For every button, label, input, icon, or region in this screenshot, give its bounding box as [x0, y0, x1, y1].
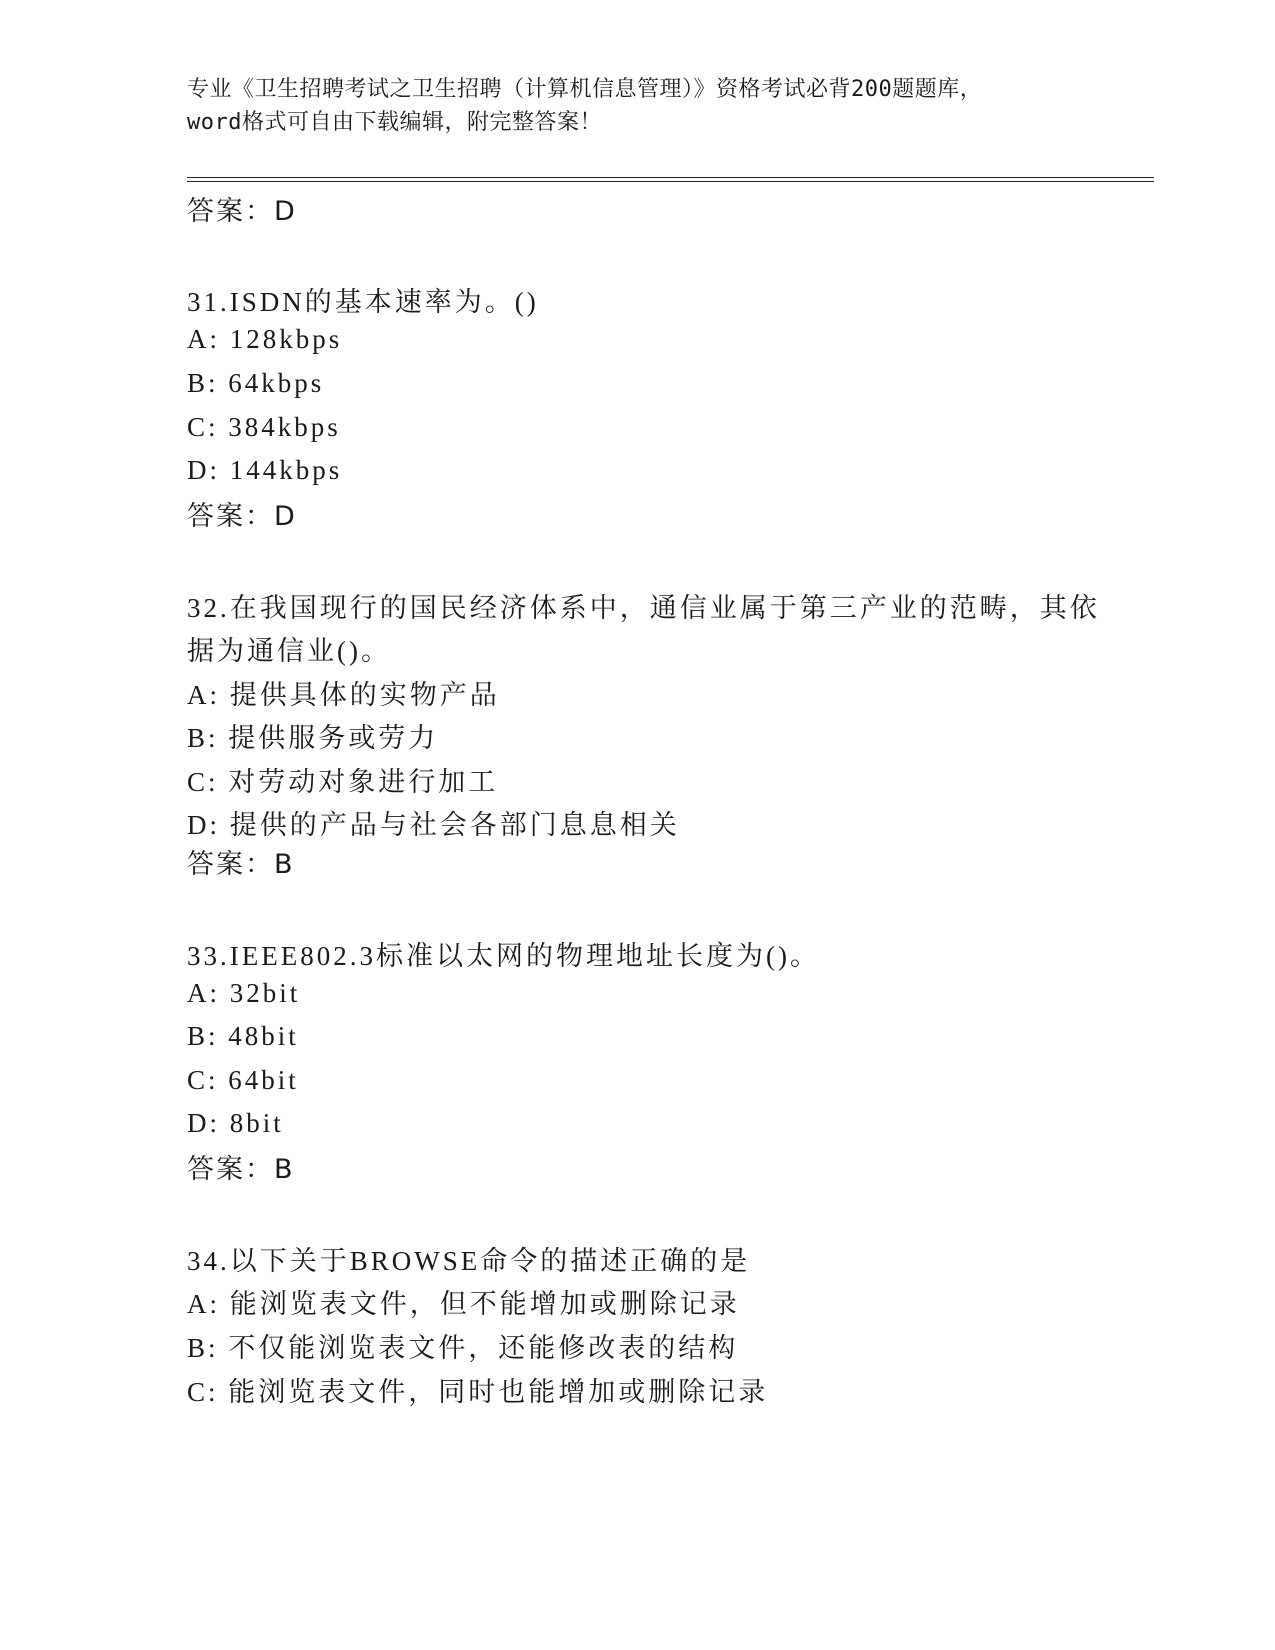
question-stem: 33.IEEE802.3标准以太网的物理地址长度为()。: [187, 941, 820, 971]
document-header: [187, 73, 1087, 139]
question-stem-cont: 据为通信业()。: [187, 636, 391, 666]
option-c: C: 能浏览表文件，同时也能增加或删除记录: [187, 1377, 769, 1407]
option-b: B: 64kbps: [187, 368, 325, 398]
option-b: B: 不仅能浏览表文件，还能修改表的结构: [187, 1333, 739, 1363]
option-d: D: 144kbps: [187, 455, 343, 485]
question-stem: 34.以下关于BROWSE命令的描述正确的是: [187, 1246, 751, 1276]
option-c: C: 对劳动对象进行加工: [187, 767, 499, 797]
header-divider-double: [187, 181, 1154, 182]
question-stem: 32.在我国现行的国民经济体系中，通信业属于第三产业的范畴，其依: [187, 593, 1100, 623]
header-line-2: word格式可自由下载编辑，附完整答案！: [187, 110, 602, 135]
option-a: A: 32bit: [187, 978, 301, 1008]
option-a: A: 提供具体的实物产品: [187, 680, 500, 710]
option-c: C: 64bit: [187, 1065, 299, 1095]
answer-line: 答案：D: [187, 501, 297, 532]
option-d: D: 提供的产品与社会各部门息息相关: [187, 810, 680, 840]
answer-line: 答案：B: [187, 1154, 295, 1185]
option-d: D: 8bit: [187, 1108, 284, 1138]
header-line-1: 专业《卫生招聘考试之卫生招聘（计算机信息管理）》资格考试必背200题题库，: [187, 77, 983, 102]
answer-line: 答案：D: [187, 196, 297, 227]
option-c: C: 384kbps: [187, 412, 341, 442]
option-a: A: 能浏览表文件，但不能增加或删除记录: [187, 1289, 740, 1319]
answer-line: 答案：B: [187, 849, 295, 880]
option-b: B: 48bit: [187, 1021, 299, 1051]
option-b: B: 提供服务或劳力: [187, 723, 439, 753]
header-divider: [187, 177, 1154, 178]
option-a: A: 128kbps: [187, 324, 343, 354]
question-stem: 31.ISDN的基本速率为。(): [187, 287, 539, 317]
